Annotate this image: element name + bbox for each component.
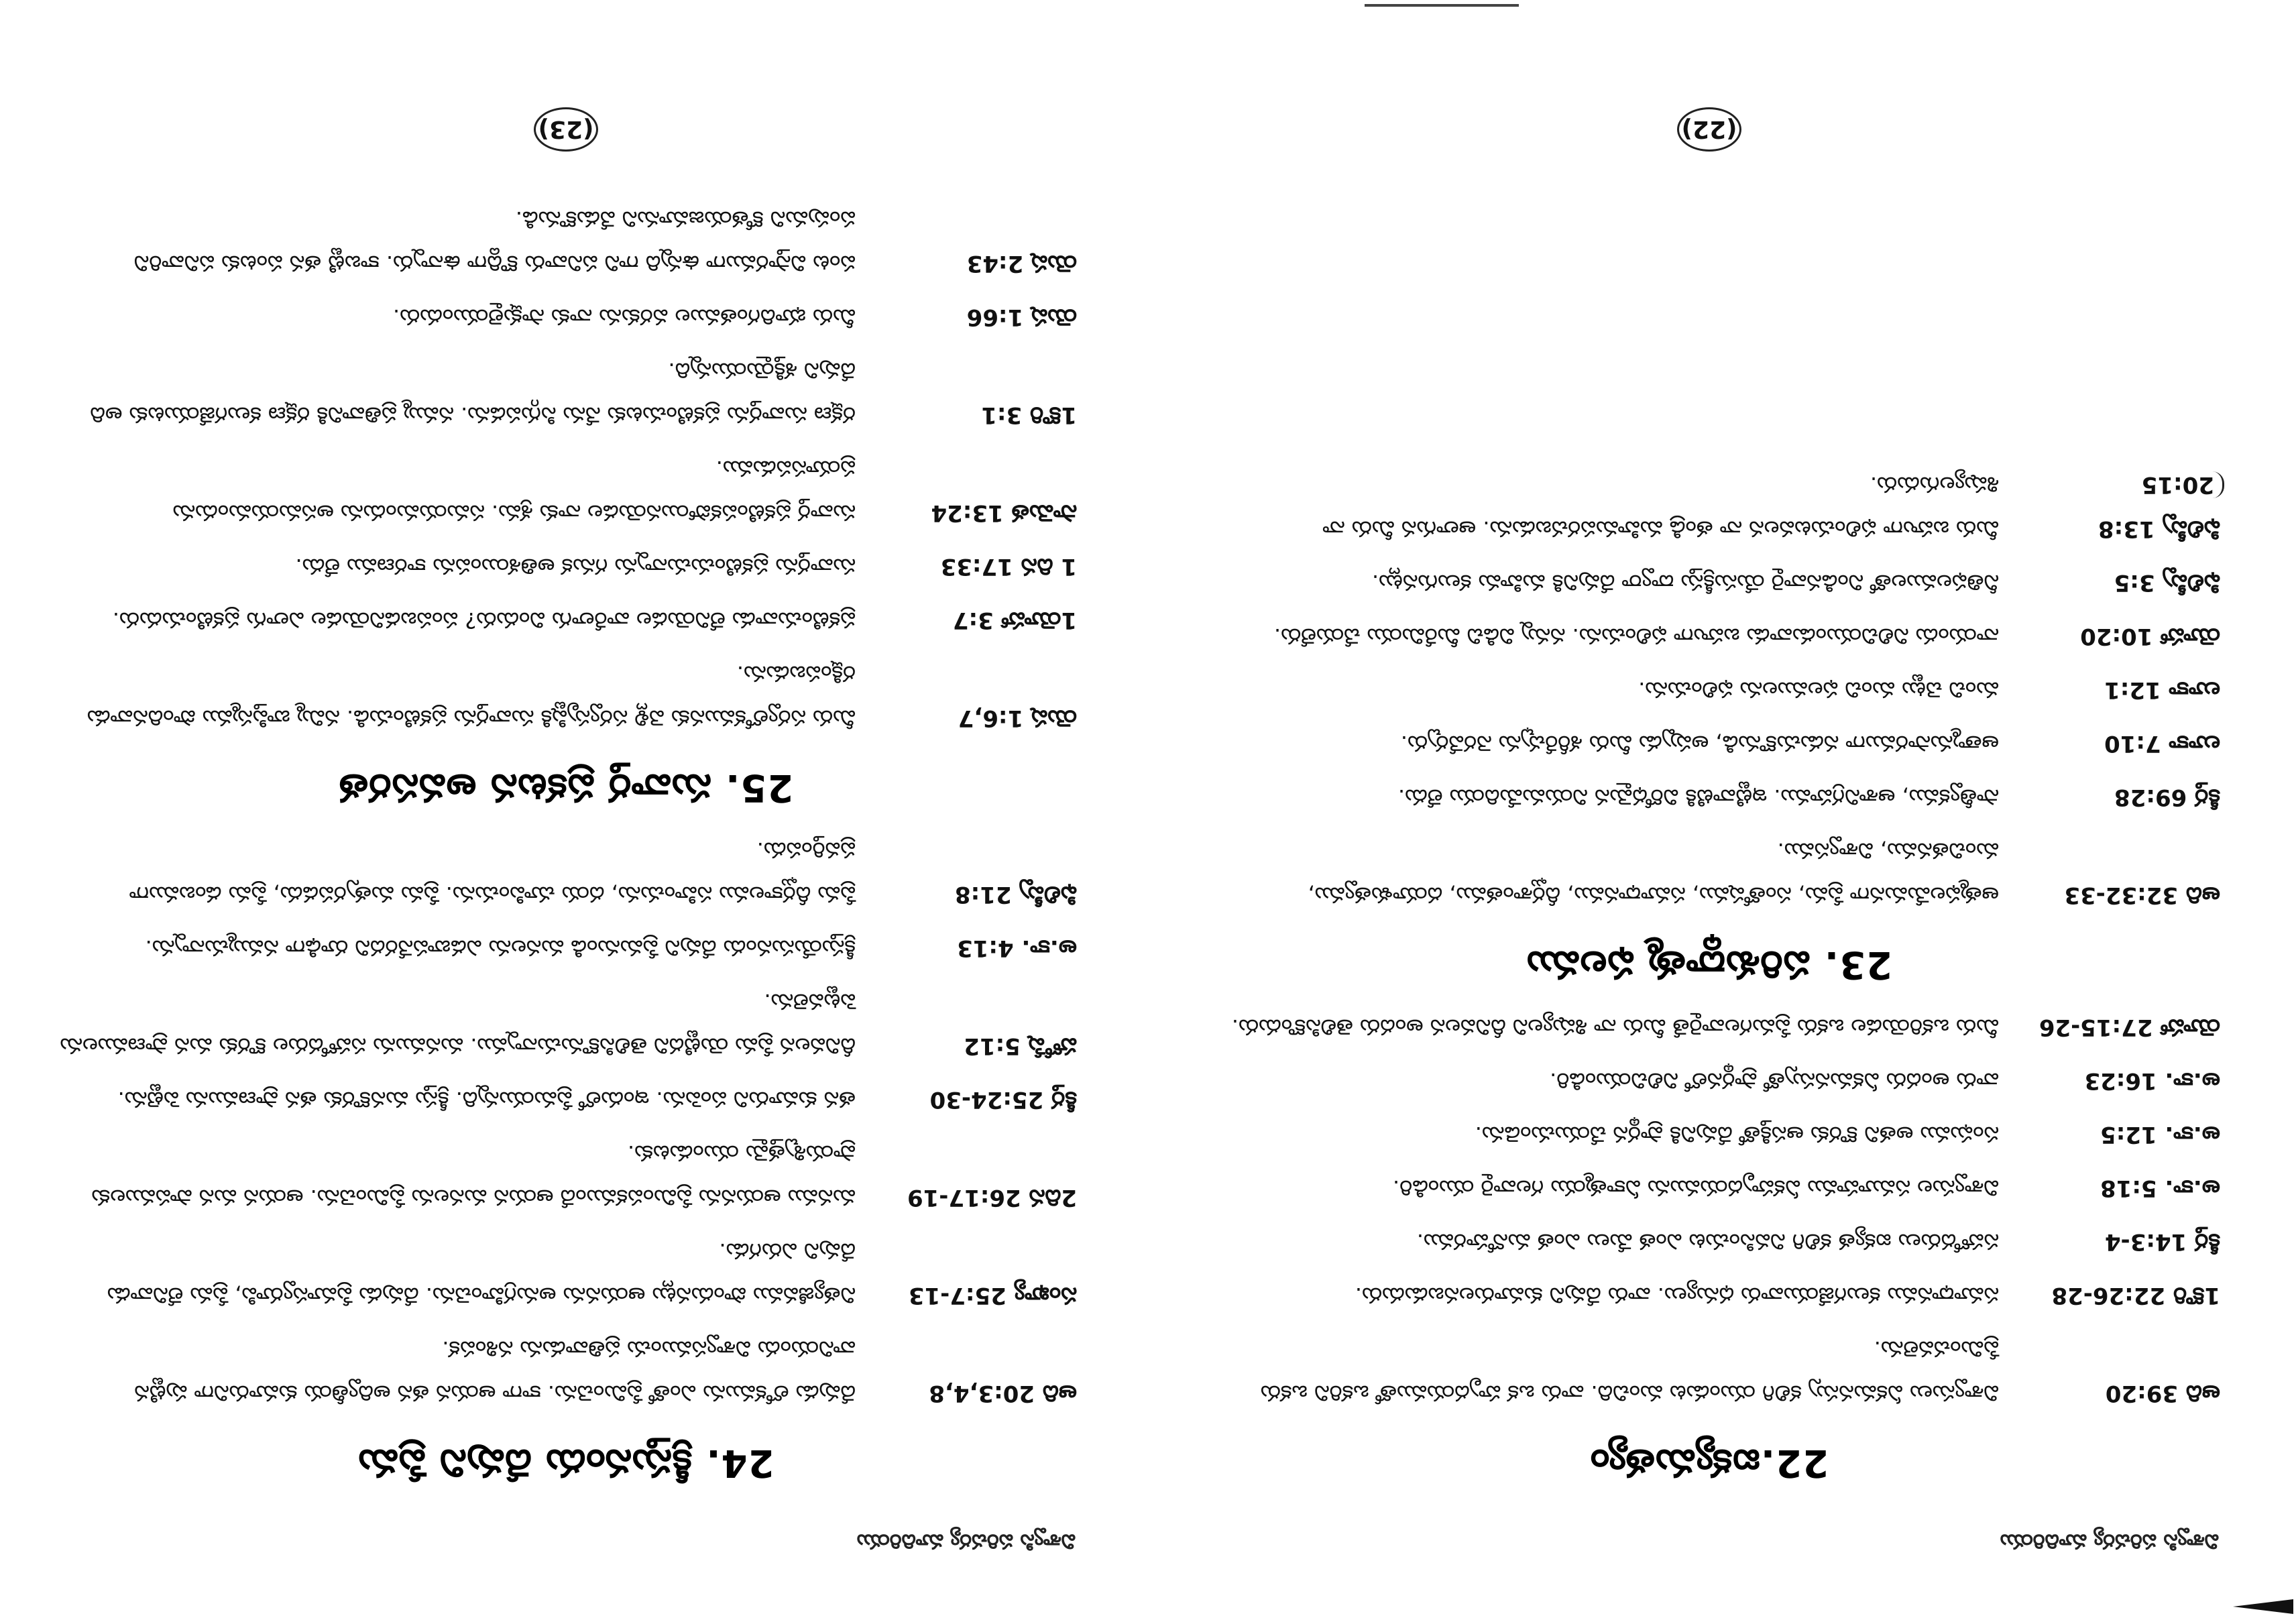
verse-entry <box>1186 721 2232 766</box>
verse-ref: ఫిలిప్పీ 3:5 <box>2114 569 2220 596</box>
verse-text: విశ్వాసులు ఏకమనస్సు కలిగి యుండుట మంచిది. వారు ఒక హృదయముతో ఒకరిని ఒకరు ప్రేమించవలెను. <box>1260 1336 1999 1406</box>
verse-ref-main: ఫిలిప్పీ 13:8 <box>2098 516 2220 542</box>
section <box>1186 463 2232 986</box>
verse-text: ఆత్మానుసారముగా నడుచుకొనుడి, అప్పుడు మీరు శరీరేచ్ఛను నెరవేర్చరు. <box>1400 731 1999 756</box>
verse-entry <box>1186 463 2232 551</box>
verse-ref: ఫిలిప్పీ 21:8 <box>955 881 1077 908</box>
verse-ref-brace: 20:15 <box>2142 471 2224 498</box>
section-title: 25. సువార్త ప్రకటన అవసరత <box>338 766 794 809</box>
verse-text: ప్రకటించువాడు లేనియెడల వారేలాగు విందురు? పంపబడనియెడల ఎలాగు ప్రకటించుదురు. <box>112 608 856 633</box>
verse-text: మీరు బహుగా ఫలించుటవలన నా తండ్రి మహిమపరచబడును. ఆలాగున మీరు నా శిష్యులగుదురు. <box>1322 472 1999 542</box>
verse-entry <box>1186 1112 2232 1157</box>
verse-ref: 1కొరి 22:26-28 <box>2051 1282 2220 1309</box>
verse-text: నాయందు నిలిచియుండువాడు బహుగా ఫలించును. నన్ను విడిచి మీరేమియు చేయలేరు. <box>1274 624 1999 649</box>
section-title: 23. పరిశుద్ధాత్మ ఫలము <box>1526 943 1893 986</box>
verse-ref: సంఖ్యా 25:7-13 <box>908 1282 1077 1309</box>
verse-ref: ఆది 20:3,4,8 <box>929 1380 1077 1407</box>
verse-text: విశ్వాసుల సమూహము ఏకహృదయమును ఏకాత్మయు గలవారై యుండిరి. <box>1392 1175 1999 1201</box>
verse-text: మీరు భూదిగంతముల వరకును నాకు సాక్షులైయుందురు. <box>392 304 856 330</box>
verse-ref: యోహా 10:20 <box>2080 623 2220 650</box>
page-number: (23) <box>534 107 598 152</box>
verse-ref: లూకా 7:10 <box>2104 730 2220 757</box>
verse-text: దేవుడు లోకమును ఎంతో ప్రేమించెను. కాగా ఆయన తన అద్వితీయ కుమారునిగా పుట్టిన వానియందు విశ్వాసముంచు ప్రతివాడును నశింపక. <box>134 1336 856 1406</box>
verse-entry <box>1186 829 2232 917</box>
verse-ref: కీర్త 14:3-4 <box>2104 1228 2220 1255</box>
verse-ref: 1 దిన 17:33 <box>940 553 1077 580</box>
verse-ref: 1కొరి 3:1 <box>981 402 1077 428</box>
verse-entry <box>1186 668 2232 712</box>
verse-ref: అ.కా. 5:18 <box>2100 1175 2220 1202</box>
page-right <box>43 64 1089 1553</box>
verse-entry <box>1186 1220 2232 1264</box>
page-number: (22) <box>1677 107 1741 152</box>
verse-entry <box>1186 775 2232 819</box>
verse-ref: యోహా 27:15-26 <box>2039 1014 2220 1041</box>
verse-text: సువార్త ప్రకటింపకపోయినయెడల నాకు శ్రమ. సమయమందును అసమయమందును ప్రయాసపడుము. <box>172 456 856 526</box>
verse-text: నిత్యజీవము పొందునట్లు ఆయనను అనుగ్రహించెను. దేవుడు ప్రేమాస్వరూపి, ప్రేమ లేనివాడు దేవుని ఎరుగడు. <box>107 1238 856 1308</box>
verse-ref: కీర్త 69:28 <box>2114 784 2220 811</box>
verse-entry <box>43 197 1089 286</box>
verse-text: రక్షణ సువార్తను ప్రకటించుటకు నేను సిగ్గుపడను. నమ్ము ప్రతివానికి రక్షణ కలుగజేయుటకు అది దేవుని శక్తియైయున్నది. <box>90 358 856 428</box>
section <box>43 828 1089 1485</box>
verse-text: వారు అందరు ఏకమనస్సుతో ప్రార్థనలో నిలిచియుండిరి. <box>1550 1068 1999 1094</box>
verse-text: మీరు సర్వలోకమునకు వెళ్లి సర్వసృష్టికి సువార్తను ప్రకటించుడి. నమ్మి బాప్తిస్మము పొందినవాడు రక్షింపబడును. <box>87 661 856 731</box>
verse-ref: యెష 1:66 <box>966 304 1077 331</box>
verse-entry <box>1186 1059 2232 1103</box>
section-title: 24. క్రీస్తునందు దేవుని ప్రేమ <box>357 1441 774 1485</box>
verse-ref: 2దిన 26:17-19 <box>907 1184 1077 1211</box>
verse-entry <box>1186 1166 2232 1210</box>
verse-text: మనము ఆయనను ప్రేమింపకముందే ఆయన మనలను ప్రేమించెను. ఆయన మన పాపములకు ప్రాయశ్చిత్తమై యుండుటకు. <box>91 1141 856 1210</box>
verse-text: సువార్తను ప్రకటించుచున్నాను గనుక అతిశయింపను కారణము లేదు. <box>295 554 856 579</box>
verse-ref: యెష 2:43 <box>966 250 1077 277</box>
verse-text: ఆత్మఫలమేమనగా ప్రేమ, సంతోషము, సమాధానము, దీర్ఘశాంతము, దయాళుత్వము, మంచితనము, విశ్వాసము. <box>1308 838 1999 908</box>
verse-ref: ఆది 39:20 <box>2105 1380 2220 1407</box>
verse-entry <box>43 598 1089 642</box>
verse-ref: అ.కా. 12:5 <box>2100 1121 2220 1148</box>
verse-entry <box>43 295 1089 339</box>
verse-ref: ఆది 32:32-33 <box>2064 882 2220 909</box>
verse-entry <box>1186 614 2232 658</box>
running-head: విశ్వాసి పరిచర్య మాదిరియు <box>2000 1529 2219 1553</box>
page-left <box>1186 64 2232 1553</box>
section-title: 22.ఐక్యమత్యం <box>1589 1441 1829 1485</box>
verse-text: సహోదరులు ఐక్యత కలిగి నివసించుట ఎంత మేలు ఎంత మనోహరము. <box>1416 1229 1999 1255</box>
section <box>43 197 1089 809</box>
verse-entry <box>43 447 1089 535</box>
verse-entry <box>43 1327 1089 1415</box>
verse-ref: సామెత 13:24 <box>931 500 1077 526</box>
verse-ref: 1యోహా 3:7 <box>952 607 1077 634</box>
verse-text: మంచి చెట్టు మంచి ఫలములను ఫలించును. <box>1638 677 1999 703</box>
verse-ref: లూకా 12:1 <box>2104 677 2220 703</box>
verse-ref: కీర్త 25:24-30 <box>929 1086 1077 1113</box>
verse-entry <box>43 828 1089 917</box>
verse-ref: యెష 1:6,7 <box>958 705 1077 732</box>
verse-entry <box>1186 1273 2232 1318</box>
running-head: విశ్వాసి పరిచర్య మాదిరియు <box>856 1529 1076 1553</box>
verse-text: మీరు ఒకరియెడల ఒకరు ప్రేమగలవారైతే మీరు నా శిష్యులని దీనివలన అందరు తెలిసికొందురు. <box>1231 1015 1999 1040</box>
verse-entry <box>43 1229 1089 1318</box>
verse-text: పంట విస్తారముగా ఉన్నది గాని పనివారు కొద్దిగా ఉన్నారు. కాబట్టి తన పంటకు పనివారిని పంపుమని కోతయజమానుని వేడుకొనుడి. <box>133 207 856 276</box>
verse-ref: హోషే 5:12 <box>964 1033 1077 1059</box>
verse-text: ప్రేమ దీర్ఘకాలము సహించును, దయ చూపించును. ప్రేమ మత్సరపడదు, ప్రేమ డంబముగా ప్రవర్తింపదు. <box>129 837 856 907</box>
scan-edge-line <box>1365 4 1519 7</box>
verse-entry <box>43 1078 1089 1122</box>
section <box>1186 1005 2232 1485</box>
verse-ref <box>1999 463 2232 551</box>
verse-text: నీతిఫలములతో నిండినవారై యేసుక్రీస్తు ద్వారా దేవునికి మహిమ కలుగునట్లు. <box>1371 570 1999 595</box>
verse-text: తన కుమారుని పంపెను. ఇందులో ప్రేమయున్నది. క్రీస్తు మనకొరకు తన ప్రాణమును పెట్టెను. <box>117 1087 856 1112</box>
verse-entry <box>1186 561 2232 605</box>
verse-text: క్రీస్తుయేసునందు దేవుని ప్రేమనుండి మనలను ఎడబాపనేరదని రూఢిగా నమ్ముచున్నాను. <box>145 935 856 961</box>
verse-entry <box>43 1131 1089 1220</box>
verse-text: సాత్వీకము, ఆశానిగ్రహము. ఇట్టివాటికి విరోధమైన నియమమేదియు లేదు. <box>1397 785 1999 810</box>
verse-ref: అ.కా. 16:23 <box>2084 1067 2220 1094</box>
verse-entry <box>43 544 1089 589</box>
verse-text: సమాధానము కలుగజేయువారు ధన్యులు. వారు దేవుని కుమారులనబడుదురు. <box>1355 1283 1999 1308</box>
verse-entry <box>1186 1005 2232 1049</box>
verse-text: సంఘము అతని కొరకు ఆసక్తితో దేవునికి ప్రార్థన చేయుచుండెను. <box>1475 1122 1999 1147</box>
verse-entry <box>43 980 1089 1068</box>
verse-entry <box>43 926 1089 970</box>
verse-entry <box>43 349 1089 437</box>
verse-entry <box>43 652 1089 740</box>
verse-ref: అ.కా. 4:13 <box>957 935 1077 962</box>
verse-text: దీనివలన ప్రేమ యెట్టిదని తెలిసికొనుచున్నాము. మనమును సహోదరుల కొరకు మన ప్రాణములను పెట్టవలెను. <box>60 989 856 1059</box>
verse-entry <box>1186 1327 2232 1415</box>
